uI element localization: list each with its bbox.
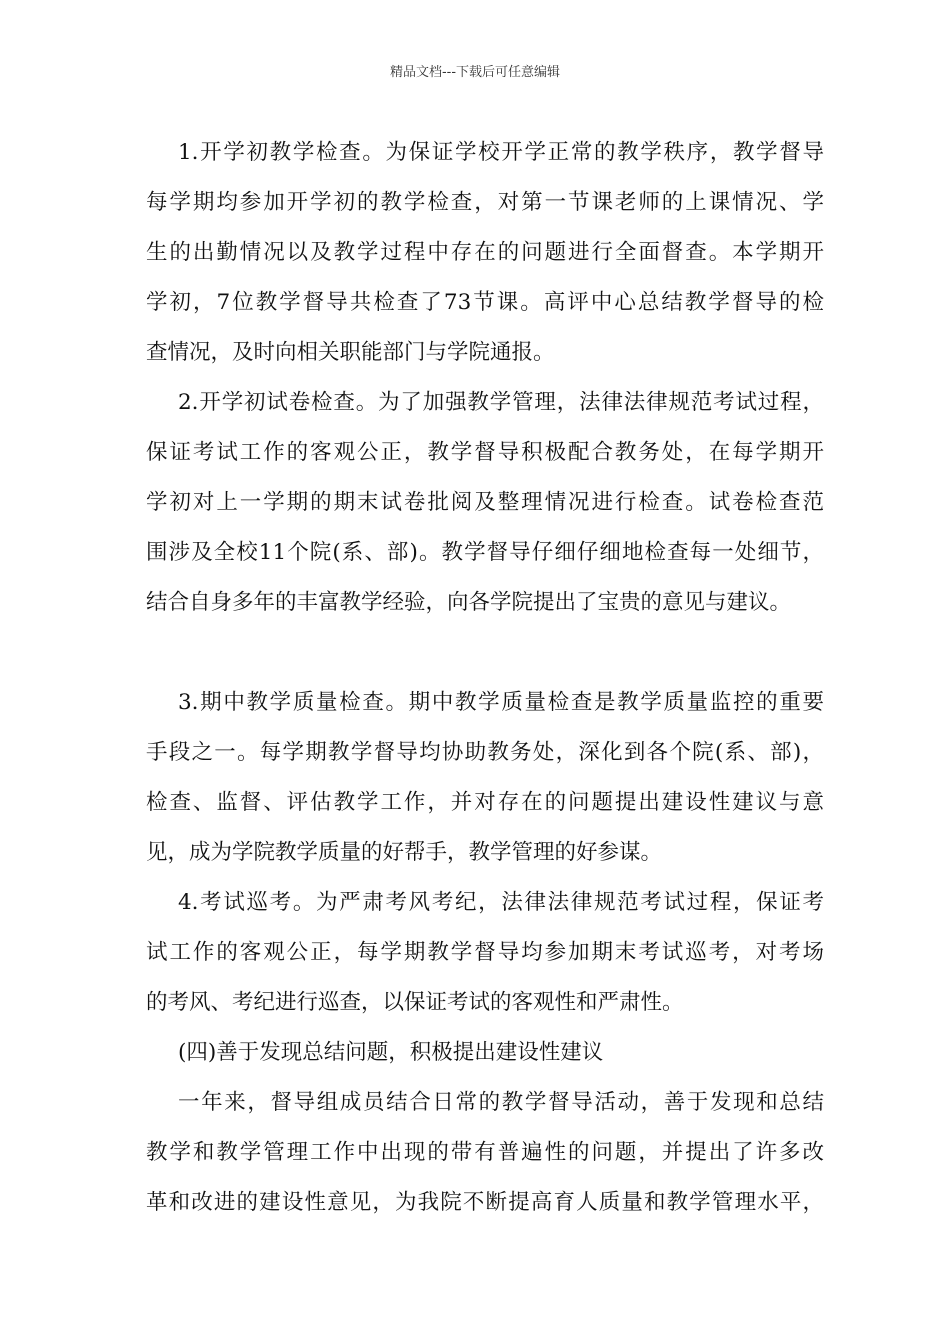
text-line: 2.开学初试卷检查。为了加强教学管理，法律法律规范考试过程， bbox=[178, 390, 824, 415]
text-line: 学初对上一学期的期末试卷批阅及整理情况进行检查。试卷检查范 bbox=[146, 490, 824, 515]
section-heading-text: (四)善于发现总结问题，积极提出建设性建议 bbox=[178, 1040, 604, 1065]
paragraph-1 bbox=[146, 128, 824, 378]
text-line: 3.期中教学质量检查。期中教学质量检查是教学质量监控的重要 bbox=[178, 690, 824, 715]
text-line: 手段之一。每学期教学督导均协助教务处，深化到各个院(系、部)， bbox=[146, 740, 824, 765]
document-body bbox=[146, 128, 824, 1228]
text-line: 的考风、考纪进行巡查，以保证考试的客观性和严肃性。 bbox=[146, 990, 684, 1015]
text-line: 保证考试工作的客观公正，教学督导积极配合教务处，在每学期开 bbox=[146, 440, 824, 465]
text-line: 每学期均参加开学初的教学检查，对第一节课老师的上课情况、学 bbox=[146, 190, 824, 215]
text-line: 革和改进的建设性意见，为我院不断提高育人质量和教学管理水平， bbox=[146, 1190, 824, 1215]
text-line: 查情况，及时向相关职能部门与学院通报。 bbox=[146, 340, 555, 365]
text-line: 试工作的客观公正，每学期教学督导均参加期末考试巡考，对考场 bbox=[146, 940, 824, 965]
paragraph-3 bbox=[146, 678, 824, 878]
paragraph-2 bbox=[146, 378, 824, 628]
text-line: 围涉及全校11个院(系、部)。教学督导仔细仔细地检查每一处细节， bbox=[146, 540, 824, 565]
text-line: 生的出勤情况以及教学过程中存在的问题进行全面督查。本学期开 bbox=[146, 240, 824, 265]
page-header: 精品文档---下载后可任意编辑 bbox=[389, 65, 561, 80]
text-line: 1.开学初教学检查。为保证学校开学正常的教学秩序，教学督导 bbox=[178, 140, 824, 165]
text-line: 学初，7位教学督导共检查了73节课。高评中心总结教学督导的检 bbox=[146, 290, 824, 315]
paragraph-spacer bbox=[146, 628, 824, 678]
paragraph-5 bbox=[146, 1078, 824, 1228]
paragraph-4 bbox=[146, 878, 824, 1028]
text-line: 教学和教学管理工作中出现的带有普遍性的问题，并提出了许多改 bbox=[146, 1140, 824, 1165]
text-line: 检查、监督、评估教学工作，并对存在的问题提出建设性建议与意 bbox=[146, 790, 824, 815]
text-line: 4.考试巡考。为严肃考风考纪，法律法律规范考试过程，保证考 bbox=[178, 890, 824, 915]
text-line: 结合自身多年的丰富教学经验，向各学院提出了宝贵的意见与建议。 bbox=[146, 590, 792, 615]
text-line: 见，成为学院教学质量的好帮手，教学管理的好参谋。 bbox=[146, 840, 663, 865]
section-heading bbox=[146, 1028, 824, 1078]
text-line: 一年来，督导组成员结合日常的教学督导活动，善于发现和总结 bbox=[178, 1090, 824, 1115]
